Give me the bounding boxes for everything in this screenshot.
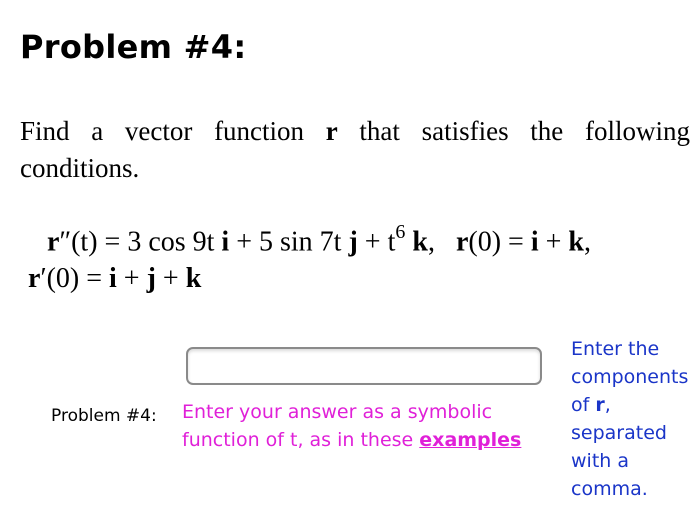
answer-hint — [182, 398, 532, 454]
note-text-2: , separated with a comma. — [571, 394, 667, 500]
problem-statement — [20, 113, 690, 187]
eq-unit-k: k — [412, 226, 428, 258]
eq-t-base: + t — [357, 226, 396, 258]
answer-input[interactable] — [186, 347, 542, 385]
examples-link[interactable]: examples — [419, 429, 522, 451]
problem-heading: Problem #4: — [20, 28, 247, 66]
statement-text-1: Find a vector function — [20, 116, 326, 146]
eq-r0-symbol: r — [455, 226, 469, 258]
statement-text-2: that satisfies the following conditions. — [20, 116, 690, 183]
equation-line-2: r′(0) = i + j + k — [28, 263, 202, 294]
note-vector-r: r — [595, 394, 605, 416]
eq-r-symbol: r — [47, 226, 60, 258]
eq-sin-term: + 5 sin 7t — [229, 226, 342, 258]
eq-r0-expression: (0) = — [468, 226, 531, 258]
eq-rp-unit-k: k — [185, 263, 202, 294]
eq-unit-j: j — [348, 226, 358, 258]
eq-r0-unit-k: k — [568, 226, 584, 258]
statement-vector-r: r — [325, 116, 338, 146]
eq-t-exponent: 6 — [395, 221, 406, 243]
note-text-1: Enter the components of — [571, 338, 689, 416]
eq-rp-unit-j: j — [146, 263, 156, 294]
eq-rp-unit-i: i — [109, 263, 117, 294]
eq-rp-symbol: r — [28, 263, 41, 294]
equation-line-1: r″(t) = 3 cos 9t i + 5 sin 7t $j + t^6$ k, r(0) = i + k, — [47, 221, 591, 258]
eq-unit-i: i — [221, 226, 230, 258]
components-note — [571, 335, 696, 503]
eq-r0-unit-i: i — [530, 226, 539, 258]
eq-rdd-expression: ″(t) = 3 cos 9t — [59, 226, 215, 258]
hint-text: Enter your answer as a symbolic function of t, as in these — [182, 401, 493, 451]
eq-rp-expression: ′(0) = — [40, 263, 110, 294]
answer-problem-label: Problem #4: — [51, 406, 157, 426]
